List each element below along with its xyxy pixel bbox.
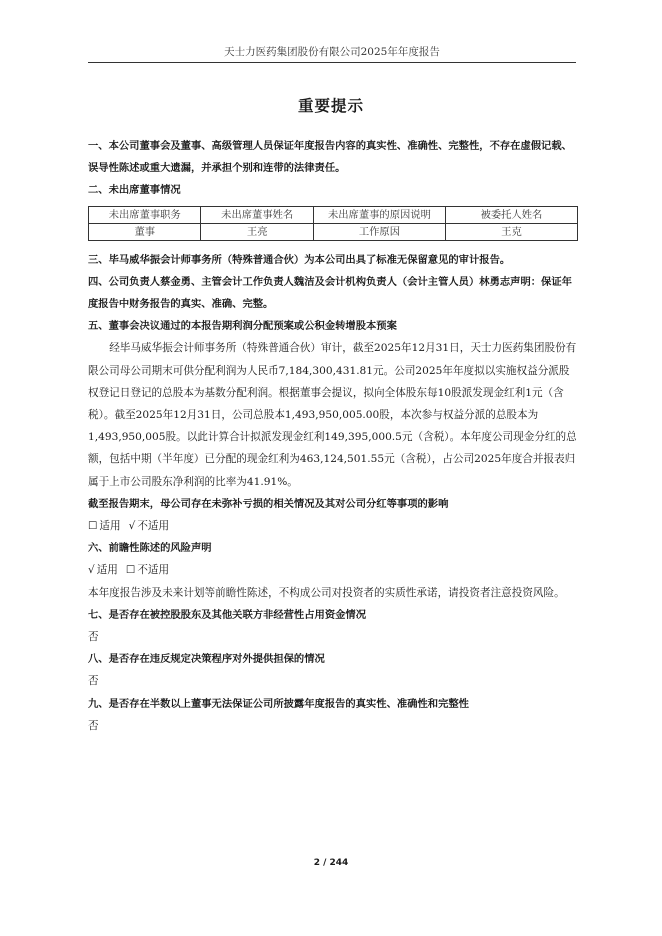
section-2-heading: 二、未出席董事情况 xyxy=(88,184,181,197)
page-title: 重要提示 xyxy=(297,97,364,115)
section-7-answer: 否 xyxy=(88,631,99,644)
section-3-statement: 三、毕马威华振会计师事务所（特殊普通合伙）为本公司出具了标准无保留意见的审计报告。 xyxy=(88,253,511,266)
option-label: 不适用 xyxy=(137,520,170,533)
table-header-row xyxy=(89,206,578,223)
table-cell: 王克 xyxy=(445,223,577,240)
section-9-heading: 九、是否存在半数以上董事无法保证公司所披露年度报告的真实性、准确性和完整性 xyxy=(88,697,469,710)
table-cell: 王亮 xyxy=(201,223,313,240)
running-header: 天士力医药集团股份有限公司2025年年度报告 xyxy=(224,46,440,58)
option-label: 适用 xyxy=(96,564,118,577)
risk-options xyxy=(88,559,578,581)
table-header-cell: 未出席董事姓名 xyxy=(201,206,313,223)
section-8-answer: 否 xyxy=(88,675,99,688)
option-label: 不适用 xyxy=(137,564,170,577)
deficit-options xyxy=(88,515,578,537)
checkmark-icon: √ xyxy=(128,520,136,533)
table-cell: 工作原因 xyxy=(313,223,445,240)
checkmark-icon: √ xyxy=(88,564,95,577)
header-divider xyxy=(88,62,576,63)
section-5-body: 经毕马威华振会计师事务所（特殊普通合伙）审计，截至2025年12月31日，天士力医药集团股份有限公司母公司期末可供分配利润为人民币7,184,300,431.81元。公司2025年年度拟以实施权益分派股权登记日登记的总股本为基数分配利润。根据董事会提议，拟向全体股东每10股派发现金红利1元（含税）。截至2025年12月31日，公司总股本1,493,950,005.00股，本次参与权益分派的总股本为1,493,950,005股。以此计算合计拟派发现金红利149,395,000.5元（含税）。本年度公司现金分红的总额，包括中期（半年度）已分配的现金红利为463,124,501.55元（含税），占公司2025年度合并报表归属于上市公司股东净利润的比率为41.91%。 xyxy=(88,342,577,488)
document-body xyxy=(88,135,578,737)
section-6-body: 本年度报告涉及未来计划等前瞻性陈述，不构成公司对投资者的实质性承诺，请投资者注意投资风险。 xyxy=(88,586,565,599)
checkbox-icon: ☐ xyxy=(125,564,136,577)
section-5-heading: 五、董事会决议通过的本报告期利润分配预案或公积金转增股本预案 xyxy=(88,320,397,333)
section-1-statement: 一、本公司董事会及董事、高级管理人员保证年度报告内容的真实性、准确性、完整性，不存在虚假记载、误导性陈述或重大遗漏，并承担个别和连带的法律责任。 xyxy=(88,140,572,175)
section-7-heading: 七、是否存在被控股股东及其他关联方非经营性占用资金情况 xyxy=(88,608,367,621)
option-label: 适用 xyxy=(99,520,121,533)
table-header-cell: 未出席董事的原因说明 xyxy=(313,206,445,223)
deficit-heading: 截至报告期末，母公司存在未弥补亏损的相关情况及其对公司分红等事项的影响 xyxy=(88,497,449,510)
table-row xyxy=(89,223,578,240)
page-number: 2 / 244 xyxy=(313,858,349,868)
table-cell: 董事 xyxy=(89,223,201,240)
checkbox-icon: ☐ xyxy=(88,520,98,533)
section-6-heading: 六、前瞻性陈述的风险声明 xyxy=(88,542,212,555)
section-4-statement: 四、公司负责人蔡金勇、主管会计工作负责人魏洁及会计机构负责人（会计主管人员）林勇志声明：保证年度报告中财务报告的真实、准确、完整。 xyxy=(88,275,572,311)
table-header-cell: 被委托人姓名 xyxy=(445,206,577,223)
section-9-answer: 否 xyxy=(88,719,99,732)
absent-directors-table xyxy=(88,206,578,241)
section-8-heading: 八、是否存在违反规定决策程序对外提供担保的情况 xyxy=(88,653,325,666)
table-header-cell: 未出席董事职务 xyxy=(89,206,201,223)
